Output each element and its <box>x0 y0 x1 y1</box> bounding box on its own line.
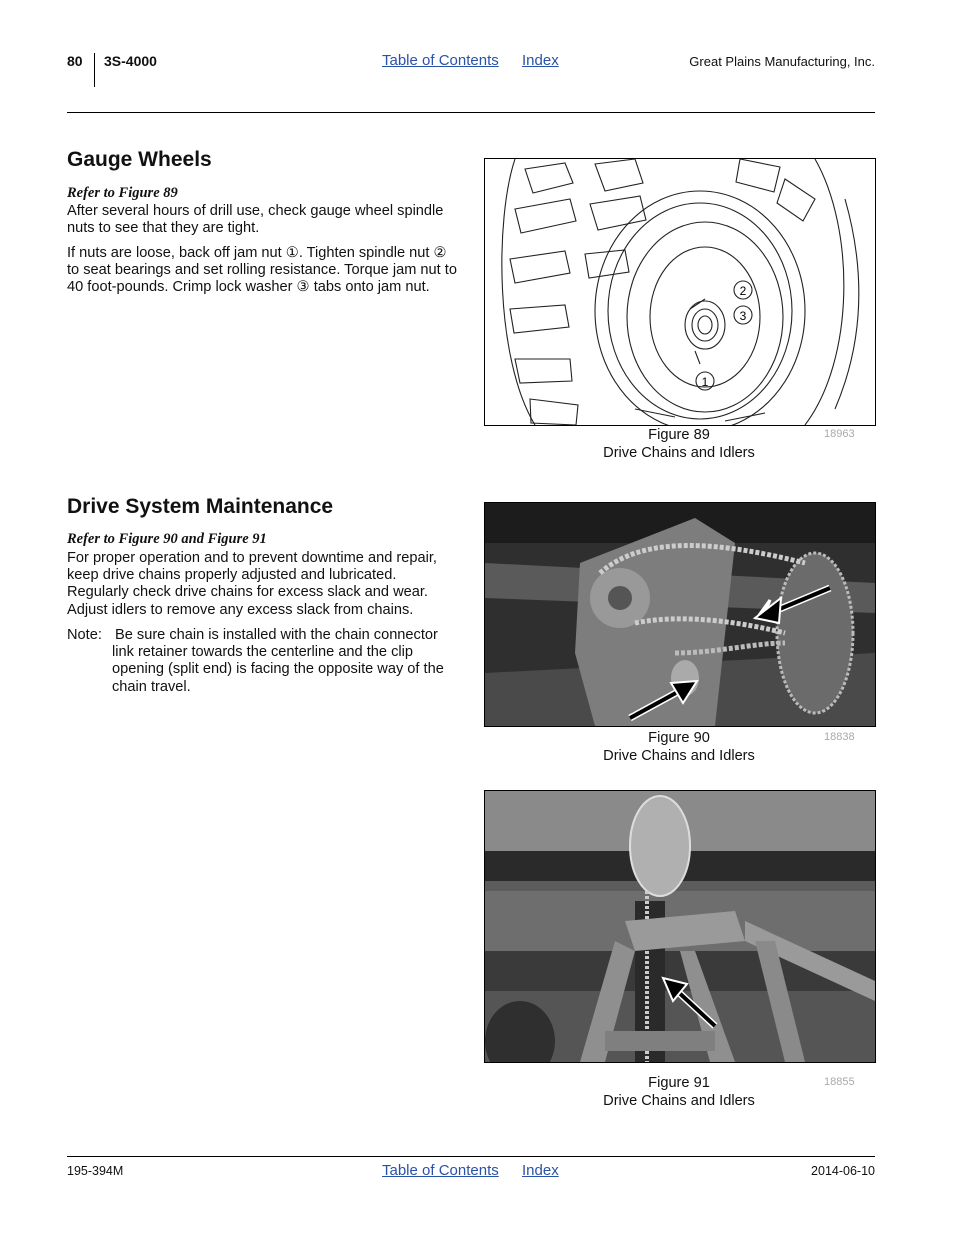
gauge-figure-reference: Refer to Figure 89 <box>67 185 178 201</box>
callout-3: 3 <box>739 309 747 323</box>
callout-2: 2 <box>739 284 747 298</box>
figure-91-title: Drive Chains and Idlers <box>603 1092 755 1109</box>
header-divider <box>94 53 95 87</box>
gauge-paragraph-1: After several hours of drill use, check gauge wheel spindle nuts to see that they are tight. <box>67 203 444 237</box>
note-label: Note: <box>67 627 102 643</box>
model-name: 3S-4000 <box>104 53 157 69</box>
figure-89-image <box>484 158 876 426</box>
figure-89-title: Drive Chains and Idlers <box>603 444 755 461</box>
figure-89-code: 18963 <box>824 428 855 440</box>
figure-90-label: Figure 90 <box>648 730 710 746</box>
section-title-drive-system: Drive System Maintenance <box>67 495 334 518</box>
company-name: Great Plains Manufacturing, Inc. <box>689 54 875 69</box>
section-title-gauge-wheels: Gauge Wheels <box>67 148 212 171</box>
footer-index-link[interactable]: Index <box>522 1162 559 1179</box>
gauge-paragraph-2: If nuts are loose, back off jam nut ①. Tighten spindle nut ② to seat bearings and set rolling resistance. Torque jam nut to 40 foot-pounds. Crimp lock washer ③ tabs onto jam nut. <box>67 245 457 296</box>
figure-91-code: 18855 <box>824 1076 855 1088</box>
doc-number: 195-394M <box>67 1164 124 1178</box>
drive-chain-photo <box>485 503 875 726</box>
figure-89-caption <box>484 427 874 462</box>
figure-91-label: Figure 91 <box>648 1075 710 1091</box>
footer-rule <box>67 1156 875 1157</box>
footer-toc-link[interactable]: Table of Contents <box>382 1162 499 1179</box>
figure-91-caption <box>484 1075 874 1110</box>
drive-figure-reference: Refer to Figure 90 and Figure 91 <box>67 531 267 547</box>
callout-1: 1 <box>701 375 709 389</box>
doc-date: 2014-06-10 <box>811 1164 875 1178</box>
index-link[interactable]: Index <box>522 52 559 69</box>
figure-90-code: 18838 <box>824 731 855 743</box>
header-rule <box>67 112 875 113</box>
note-text: Be sure chain is installed with the chain connector link retainer towards the centerline and the clip opening (split end) is facing the opposite way of the chain travel. <box>112 627 444 695</box>
drive-paragraph-1: For proper operation and to prevent downtime and repair, keep drive chains properly adjusted and lubricated. Regularly check drive chains for excess slack and wear. Adjust idlers to remove any excess slack from chains. <box>67 550 437 618</box>
figure-89-label: Figure 89 <box>648 427 710 443</box>
figure-91-image <box>484 790 876 1063</box>
drive-sprocket-photo <box>485 791 875 1062</box>
gauge-wheel-drawing <box>485 159 875 425</box>
page-number: 80 <box>67 53 83 69</box>
figure-90-title: Drive Chains and Idlers <box>603 747 755 764</box>
figure-90-caption <box>484 730 874 765</box>
figure-90-image <box>484 502 876 727</box>
toc-link[interactable]: Table of Contents <box>382 52 499 69</box>
